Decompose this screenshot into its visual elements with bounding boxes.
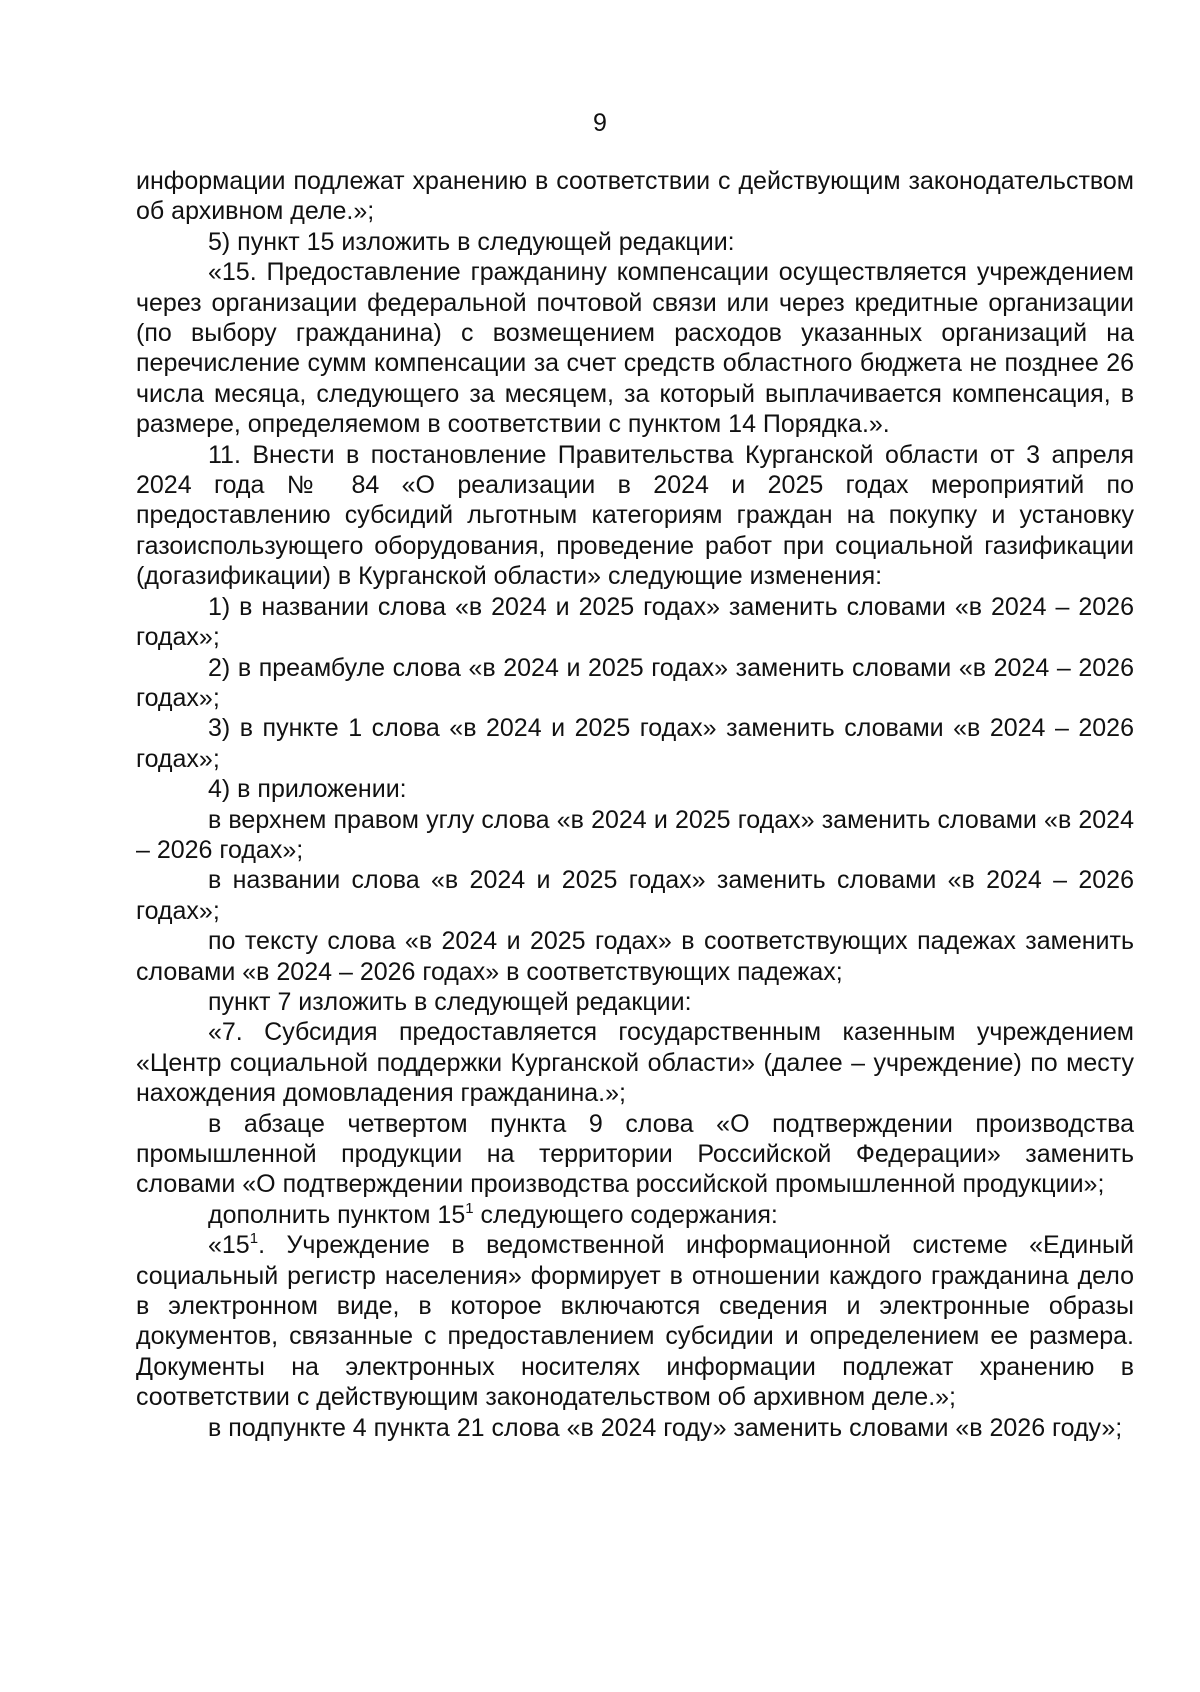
text-fragment: «15	[208, 1231, 250, 1260]
paragraph-point-9-change: в абзаце четвертом пункта 9 слова «О подтверждении производства промышленной продукции на территории Российской Федерации» заменить словами «О подтверждении производства российской промышленной продукции»;	[136, 1109, 1134, 1199]
text-fragment: . Учреждение в ведомственной информационной системе «Единый социальный регистр населения» формирует в отношении каждого гражданина дело в электронном виде, в которое включаются сведения и электронные образы документов, связанные с предоставлением субсидии и определением ее размера. Документы на электронных носителях информации подлежат хранению в соответствии с действующим законодательством об архивном деле.»;	[136, 1231, 1134, 1412]
paragraph-text-change: по тексту слова «в 2024 и 2025 годах» в соответствующих падежах заменить словами «в 2024 – 2026 годах» в соответствующих падежах;	[136, 927, 1134, 986]
superscript: 1	[465, 1199, 474, 1217]
text-fragment: следующего содержания:	[473, 1200, 778, 1229]
paragraph-sub-3: 3) в пункте 1 слова «в 2024 и 2025 годах» заменить словами «в 2024 – 2026 годах»;	[136, 714, 1134, 773]
text-fragment: дополнить пунктом 15	[208, 1200, 466, 1229]
paragraph-section-11: 11. Внести в постановление Правительства Курганской области от 3 апреля 2024 года № 84 «О реализации в 2024 и 2025 годах мероприятий по предоставлению субсидий льготным категориям граждан на покупку и установку газоиспользующего оборудования, проведение работ при социальной газификации (догазификации) в Курганской области» следующие изменения:	[136, 440, 1134, 591]
paragraph-continuation: информации подлежат хранению в соответствии с действующим законодательством об архивном деле.»;	[136, 167, 1134, 226]
paragraph-sub-1: 1) в названии слова «в 2024 и 2025 годах» заменить словами «в 2024 – 2026 годах»;	[136, 592, 1134, 652]
page-number: 9	[593, 109, 607, 137]
paragraph-point-15-1-text	[136, 1230, 1134, 1412]
superscript: 1	[249, 1230, 259, 1248]
paragraph-item-5-header: 5) пункт 15 изложить в следующей редакции:	[208, 227, 735, 256]
paragraph-point-7-header: пункт 7 изложить в следующей редакции:	[208, 987, 692, 1016]
paragraph-sub-4: 4) в приложении:	[208, 775, 407, 804]
paragraph-sub-2: 2) в преамбуле слова «в 2024 и 2025 годах» заменить словами «в 2024 – 2026 годах»;	[136, 653, 1134, 712]
paragraph-point-15-1-header	[136, 1200, 1134, 1230]
paragraph-title-change: в названии слова «в 2024 и 2025 годах» заменить словами «в 2024 – 2026 годах»;	[136, 866, 1134, 925]
paragraph-point-7-text: «7. Субсидия предоставляется государственным казенным учреждением «Центр социальной поддержки Курганской области» (далее – учреждение) по месту нахождения домовладения гражданина.»;	[136, 1018, 1134, 1108]
document-body	[136, 166, 1134, 1443]
paragraph-point-15: «15. Предоставление гражданину компенсации осуществляется учреждением через организации федеральной почтовой связи или через кредитные организации (по выбору гражданина) с возмещением расходов указанных организаций на перечисление сумм компенсации за счет средств областного бюджета не позднее 26 числа месяца, следующего за месяцем, за который выплачивается компенсация, в размере, определяемом в соответствии с пунктом 14 Порядка.».	[136, 258, 1134, 439]
paragraph-upper-right-corner: в верхнем правом углу слова «в 2024 и 2025 годах» заменить словами «в 2024 – 2026 годах»;	[136, 805, 1134, 864]
paragraph-point-21-change: в подпункте 4 пункта 21 слова «в 2024 году» заменить словами «в 2026 году»;	[208, 1413, 1123, 1442]
